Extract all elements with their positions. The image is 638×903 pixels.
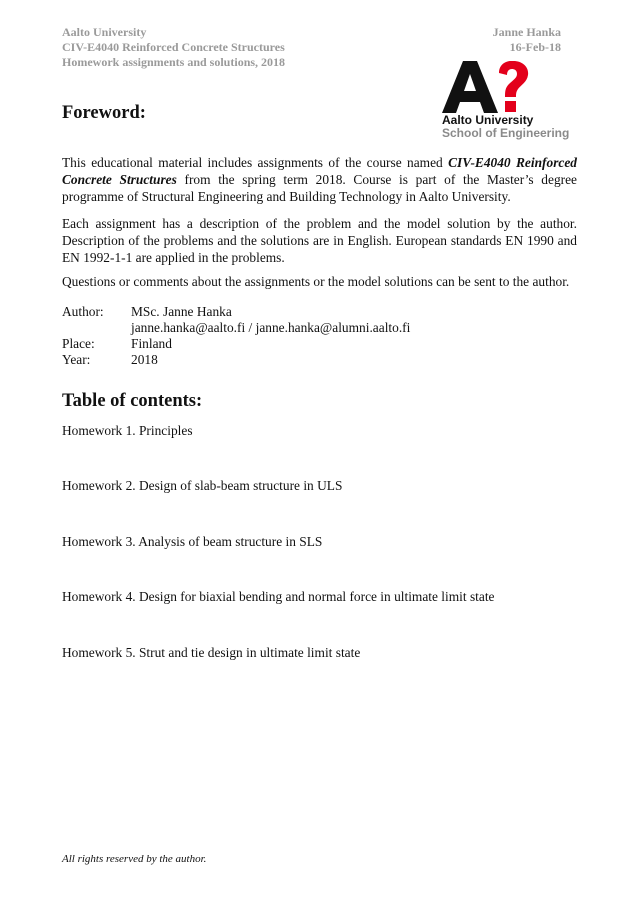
running-header-left: [62, 25, 285, 70]
p1-text-a: This educational material includes assignments of the course named: [62, 155, 449, 170]
header-course: CIV-E4040 Reinforced Concrete Structures: [62, 40, 285, 54]
toc-item-homework-5: Homework 5. Strut and tie design in ultimate limit state: [62, 645, 361, 660]
toc-item-homework-2: Homework 2. Design of slab-beam structure in ULS: [62, 478, 343, 493]
logo-school-text: School of Engineering: [442, 126, 570, 140]
author-label: Author:: [62, 304, 104, 319]
author-value: MSc. Janne Hanka: [131, 304, 232, 319]
year-label: Year:: [62, 352, 91, 367]
aalto-logo: [442, 61, 572, 141]
p1-text-b: from the spring term 2018. Course is part of the Master’s degree programme of Structural Engineering and Building Technology in Aalto University.: [62, 172, 577, 204]
running-header-right: [493, 25, 561, 55]
foreword-heading: Foreword:: [62, 103, 146, 123]
course-name: CIV-E4040 Reinforced Concrete Structures: [62, 155, 577, 187]
header-subtitle: Homework assignments and solutions, 2018: [62, 55, 286, 69]
year-row: [62, 352, 410, 368]
header-university: Aalto University: [62, 25, 147, 39]
year-value: 2018: [131, 352, 158, 367]
toc-heading: Table of contents:: [62, 391, 203, 411]
toc-item-homework-3: Homework 3. Analysis of beam structure in SLS: [62, 534, 323, 549]
foreword-paragraph-2: Each assignment has a description of the problem and the model solution by the author. Description of the problems and the solutions are in English. European standards EN 1990 and EN 1992-1-1 are applied in the problems.: [62, 216, 577, 265]
author-row: [62, 304, 410, 320]
toc-item-homework-1: Homework 1. Principles: [62, 423, 193, 438]
logo-university-text: Aalto University: [442, 113, 534, 127]
place-label: Place:: [62, 336, 95, 351]
author-email: janne.hanka@aalto.fi / janne.hanka@alumni.aalto.fi: [131, 320, 411, 335]
author-info: [62, 304, 410, 368]
place-row: [62, 336, 410, 352]
aalto-logo-mark: [442, 61, 532, 113]
toc-item-homework-4: Homework 4. Design for biaxial bending and normal force in ultimate limit state: [62, 589, 495, 604]
place-value: Finland: [131, 336, 172, 351]
header-author: Janne Hanka: [492, 25, 561, 39]
email-row: [62, 320, 410, 336]
foreword-paragraph-1: [62, 154, 577, 205]
footer-rights: All rights reserved by the author.: [62, 853, 207, 865]
foreword-paragraph-3: Questions or comments about the assignments or the model solutions can be sent to the author.: [62, 274, 570, 289]
header-date: 16-Feb-18: [509, 40, 561, 54]
